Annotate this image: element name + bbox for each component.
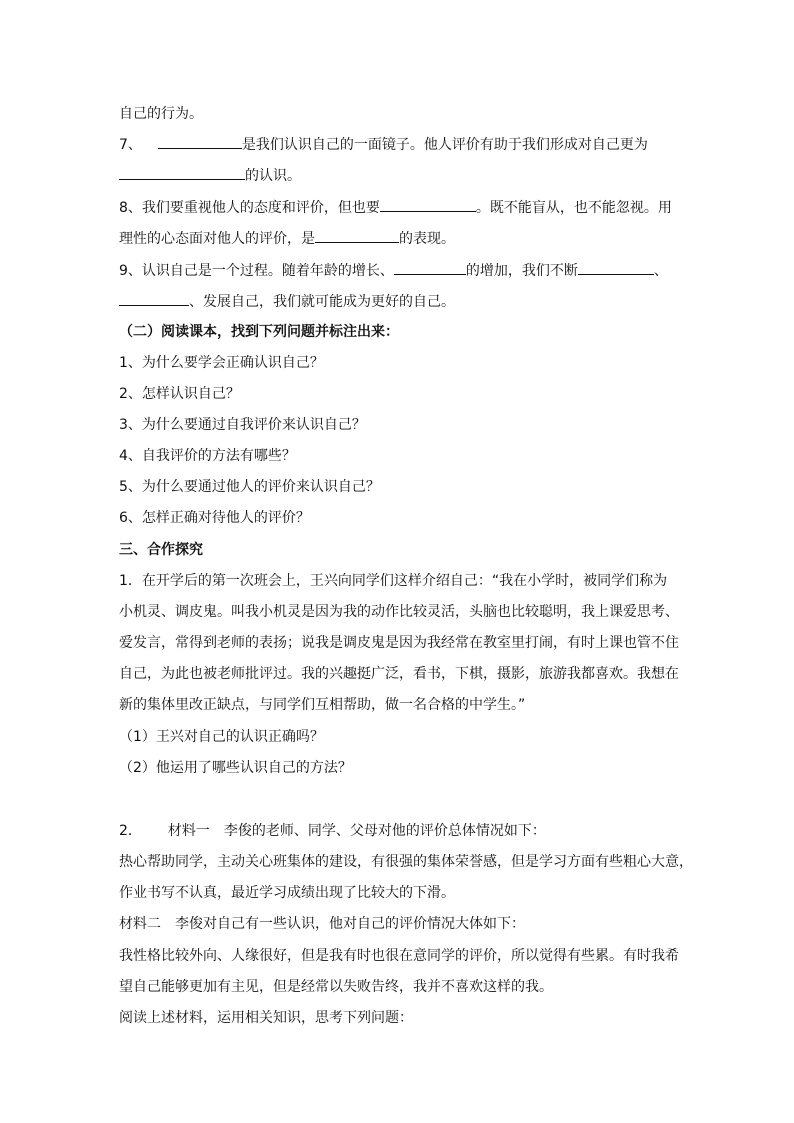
text: 2、怎样认识自己？: [119, 386, 240, 402]
question-9-cont: [119, 291, 455, 312]
question-2: [119, 821, 546, 841]
text: 的表现。: [399, 231, 455, 247]
text-line: [119, 104, 203, 124]
question-item: [119, 508, 310, 528]
text: 的认识。: [245, 168, 301, 184]
text: 材料二 李俊对自己有一些认识，他对自己的评价情况大体如下：: [119, 916, 525, 932]
question-item: [119, 384, 240, 404]
section-heading: [119, 540, 203, 560]
text: 望自己能够更加有主见，但是经常以失败告终，我并不喜欢这样的我。: [119, 979, 553, 995]
question-7-cont: [119, 165, 301, 186]
question-number: 2．: [119, 823, 142, 839]
text: 1．在开学后的第一次班会上，王兴向同学们这样介绍自己：“我在小学时，被同学们称为: [119, 573, 668, 589]
text: 爱发言，常得到老师的表扬；说我是调皮鬼是因为我经常在教室里打闹，有时上课也管不住: [119, 635, 679, 651]
text: 作业书写不认真，最近学习成绩出现了比较大的下滑。: [119, 885, 455, 901]
paragraph-line: [119, 1008, 413, 1028]
text: 小机灵、调皮鬼。叫我小机灵是因为我的动作比较灵活，头脑也比较聪明，我上课爱思考、: [119, 604, 679, 620]
answer-blank[interactable]: [119, 291, 189, 306]
text: 4、自我评价的方法有哪些？: [119, 448, 296, 464]
text: 、: [653, 263, 668, 279]
text: 3、为什么要通过自我评价来认识自己？: [119, 417, 366, 433]
sub-question: [119, 758, 352, 778]
text: 、发展自己，我们就可能成为更好的自己。: [189, 294, 455, 310]
text: 9、认识自己是一个过程。随着年龄的增长、: [119, 263, 394, 279]
paragraph-line: [119, 883, 455, 903]
answer-blank[interactable]: [578, 260, 654, 275]
text: 我性格比较外向、人缘很好，但是我有时也很在意同学的评价，所以觉得有些累。有时我希: [119, 948, 679, 964]
paragraph-line: [119, 571, 667, 591]
answer-blank[interactable]: [380, 197, 476, 212]
text: 热心帮助同学，主动关心班集体的建设，有很强的集体荣誉感，但是学习方面有些粗心大意，: [119, 854, 693, 870]
paragraph-line: [119, 633, 679, 653]
paragraph-line: [119, 695, 525, 715]
text: 三、合作探究: [119, 542, 203, 558]
question-number: 7、: [119, 137, 142, 153]
paragraph-line: [119, 664, 679, 684]
section-heading: [119, 322, 399, 342]
text: 自己的行为。: [119, 106, 203, 122]
answer-blank[interactable]: [158, 134, 242, 149]
text: 是我们认识自己的一面镜子。他人评价有助于我们形成对自己更为: [241, 137, 648, 153]
question-8: [119, 197, 672, 218]
answer-blank[interactable]: [394, 260, 466, 275]
text: （2）他运用了哪些认识自己的方法？: [119, 760, 352, 776]
paragraph-line: [119, 914, 525, 934]
text: 阅读上述材料，运用相关知识，思考下列问题：: [119, 1010, 413, 1026]
paragraph-line: [119, 602, 679, 622]
text: 材料一 李俊的老师、同学、父母对他的评价总体情况如下：: [167, 823, 546, 839]
text: 的增加，我们不断: [465, 263, 578, 279]
text: 理性的心态面对他人的评价，是: [119, 231, 315, 247]
question-8-cont: [119, 228, 455, 249]
paragraph-line: [119, 852, 693, 872]
sub-question: [119, 727, 324, 747]
paragraph-line: [119, 946, 679, 966]
answer-blank[interactable]: [315, 228, 399, 243]
question-item: [119, 353, 324, 373]
text: （1）王兴对自己的认识正确吗？: [119, 729, 324, 745]
text: 6、怎样正确对待他人的评价？: [119, 510, 310, 526]
text: 。既不能盲从，也不能忽视。用: [475, 200, 672, 216]
text: 5、为什么要通过他人的评价来认识自己？: [119, 479, 380, 495]
question-item: [119, 477, 380, 497]
paragraph-line: [119, 977, 553, 997]
text: （二）阅读课本，找到下列问题并标注出来：: [119, 324, 399, 340]
text: 1、为什么要学会正确认识自己？: [119, 355, 324, 371]
text: 8、我们要重视他人的态度和评价，但也要: [119, 200, 380, 216]
question-7: [119, 134, 648, 155]
question-item: [119, 415, 366, 435]
question-item: [119, 446, 296, 466]
answer-blank[interactable]: [119, 165, 245, 180]
text: 新的集体里改正缺点，与同学们互相帮助，做一名合格的中学生。”: [119, 697, 526, 713]
text: 自己，为此也被老师批评过。我的兴趣挺广泛，看书，下棋，摄影，旅游我都喜欢。我想在: [119, 666, 679, 682]
question-9: [119, 260, 668, 281]
